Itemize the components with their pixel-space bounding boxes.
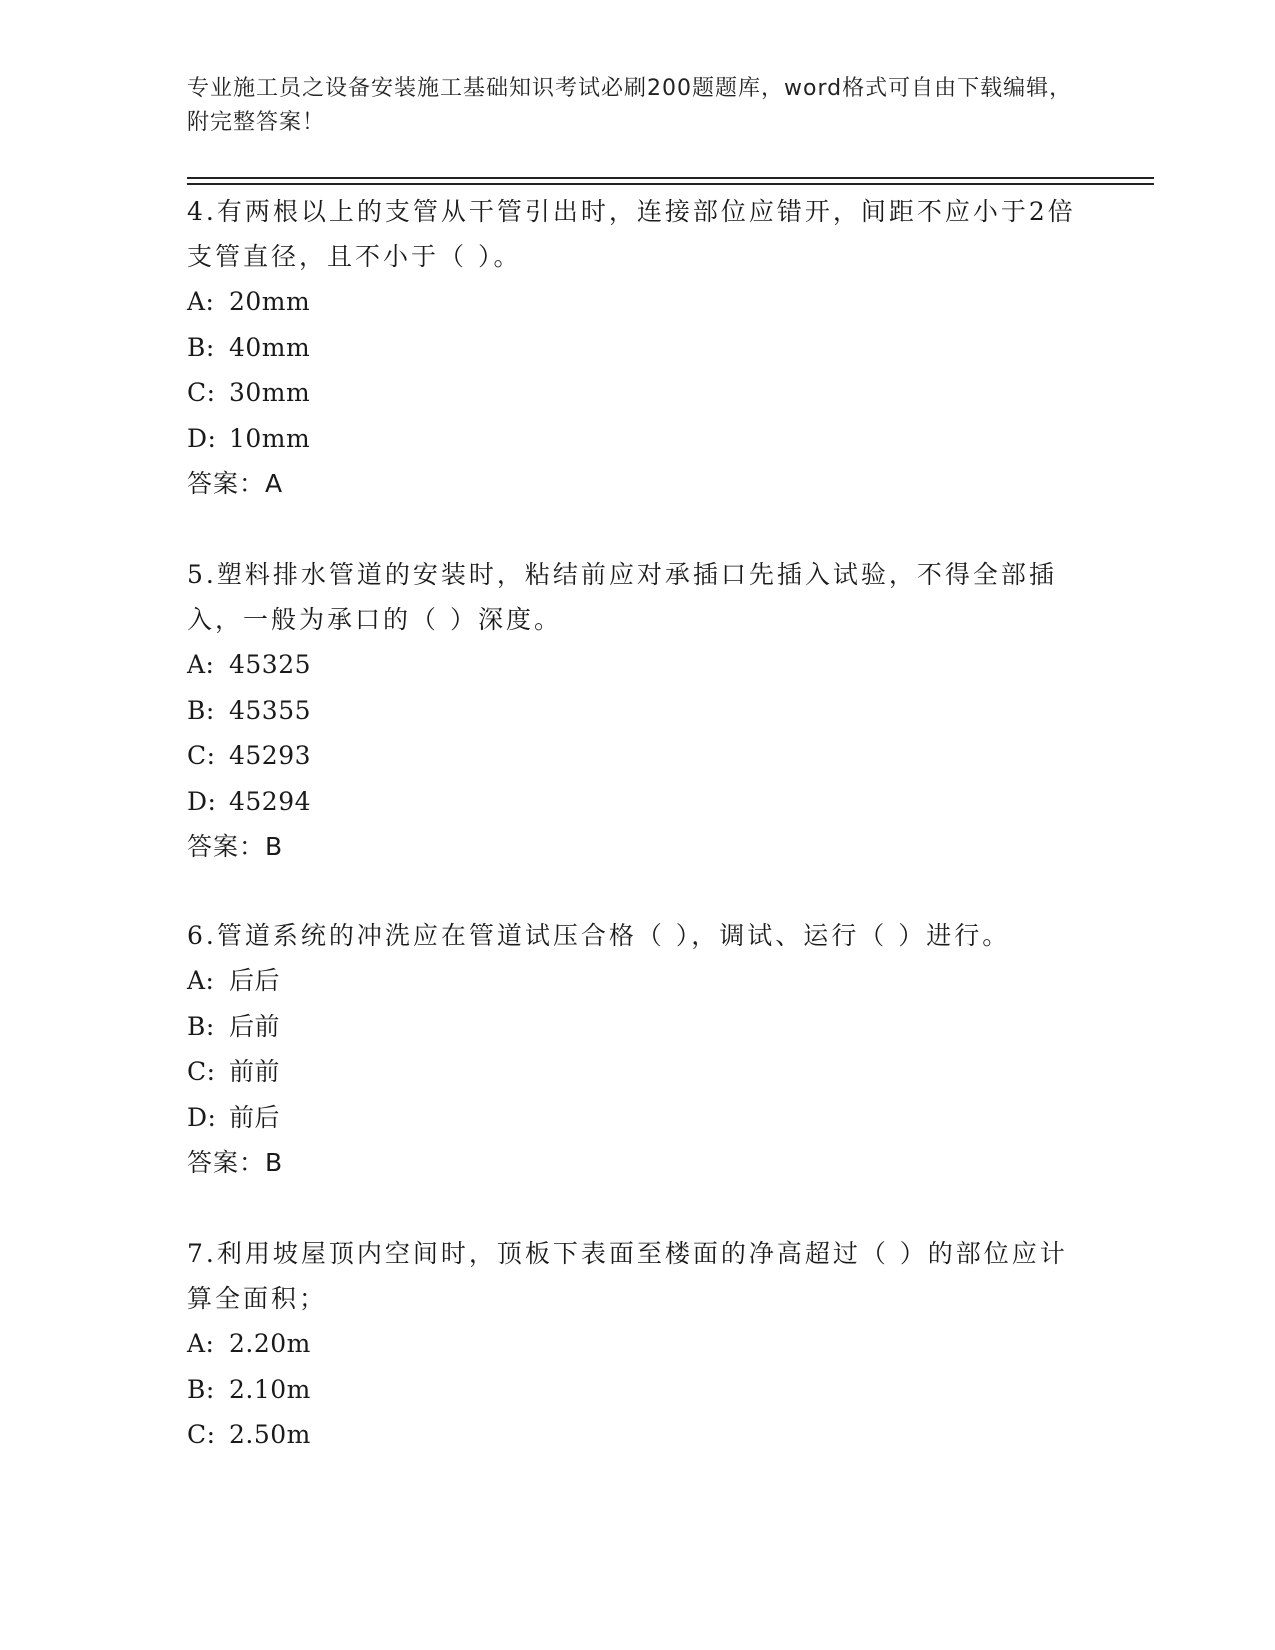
question-text: 6.管道系统的冲洗应在管道试压合格（ ），调试、运行（ ）进行。: [187, 921, 1011, 950]
option-value: 45294: [229, 786, 312, 816]
option-c: [187, 1412, 1087, 1458]
option-label: C:: [187, 1420, 216, 1449]
header-rule-top: [187, 177, 1154, 179]
option-label: A:: [187, 650, 215, 679]
question-4: [187, 189, 1087, 507]
option-value: 前后: [229, 1102, 281, 1132]
option-d: [187, 1095, 1087, 1141]
option-value: 30mm: [229, 378, 311, 407]
option-value: 前前: [229, 1057, 281, 1086]
question-text: 4.有两根以上的支管从干管引出时，连接部位应错开，间距不应小于2倍支管直径，且不小于（ ）。: [187, 197, 1076, 271]
option-value: 20mm: [229, 287, 311, 316]
option-label: D:: [187, 1102, 217, 1132]
option-b: [187, 325, 1087, 371]
question-5: [187, 552, 1087, 870]
option-a: [187, 642, 1087, 688]
option-d: [187, 779, 1087, 825]
option-label: A:: [187, 966, 215, 995]
option-d: [187, 416, 1087, 462]
question-7: [187, 1231, 1087, 1458]
option-value: 后前: [229, 1011, 281, 1041]
option-b: [187, 1367, 1087, 1413]
option-value: 后后: [229, 966, 281, 995]
option-c: [187, 1049, 1087, 1095]
answer-line: 答案：B: [187, 1148, 284, 1177]
option-a: [187, 958, 1087, 1004]
option-label: A:: [187, 1329, 215, 1358]
option-c: [187, 370, 1087, 416]
option-a: [187, 279, 1087, 325]
option-label: C:: [187, 741, 216, 770]
option-label: D:: [187, 423, 217, 453]
option-value: 10mm: [229, 423, 311, 453]
option-value: 2.50m: [229, 1420, 311, 1449]
option-label: B:: [187, 1011, 215, 1041]
header-rule-bottom: [187, 183, 1154, 185]
answer-line: 答案：A: [187, 469, 284, 498]
option-c: [187, 733, 1087, 779]
option-value: 45293: [229, 741, 312, 770]
option-value: 40mm: [229, 332, 311, 362]
option-label: C:: [187, 378, 216, 407]
option-b: [187, 688, 1087, 734]
option-label: B:: [187, 332, 215, 362]
option-label: A:: [187, 287, 215, 316]
question-text: 5.塑料排水管道的安装时，粘结前应对承插口先插入试验，不得全部插入，一般为承口的（ ）深度。: [187, 560, 1057, 634]
option-value: 2.20m: [229, 1329, 311, 1358]
option-label: C:: [187, 1057, 216, 1086]
option-label: B:: [187, 1374, 215, 1404]
option-label: B:: [187, 695, 215, 725]
option-value: 45325: [229, 650, 312, 679]
option-value: 2.10m: [229, 1374, 311, 1404]
option-a: [187, 1321, 1087, 1367]
question-text: 7.利用坡屋顶内空间时，顶板下表面至楼面的净高超过（ ）的部位应计算全面积；: [187, 1239, 1068, 1313]
answer-line: 答案：B: [187, 832, 284, 861]
option-label: D:: [187, 786, 217, 816]
option-b: [187, 1004, 1087, 1050]
document-header: 专业施工员之设备安装施工基础知识考试必刷200题题库，word格式可自由下载编辑，附完整答案！: [187, 76, 1073, 135]
option-value: 45355: [229, 695, 312, 725]
question-6: [187, 913, 1087, 1186]
